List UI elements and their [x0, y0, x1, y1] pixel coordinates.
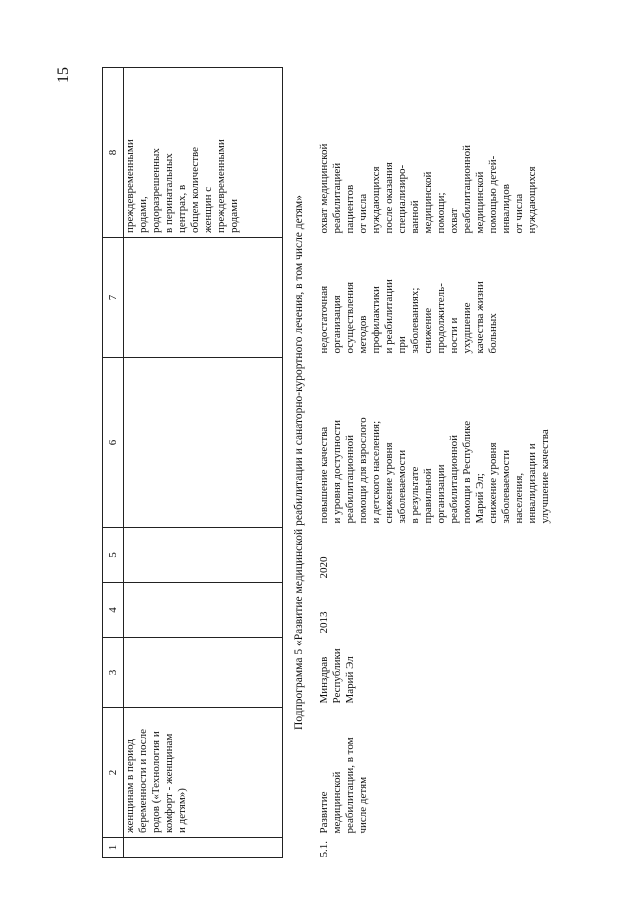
program-table	[102, 67, 552, 858]
header-row	[103, 68, 124, 858]
row-name: Развитие медицинской реабилитации, в том числе детям	[318, 737, 369, 834]
cont-cell-7	[124, 238, 283, 358]
header-col-6: 6	[103, 358, 124, 528]
cont-cell-2: женщинам в период беременности и после родов («Технология и комфорт - женщинам и детям»)	[124, 708, 283, 838]
row-indicators: охват медицинской реабилитацией пациентов от числа нуждающихся после оказания специализиро- ванной медицинской помощи; охват реабилитационной медицинской помощью детей- инвалидов от числа нуждающихся	[318, 143, 538, 234]
cont-cell-6	[124, 358, 283, 528]
row-consequences: недостаточная организация осуществления методов профилактики и реабилитации при заболеваниях; снижение продолжитель- ности и ухудшение качества жизни больных	[318, 279, 499, 354]
cont-cell-4	[124, 583, 283, 638]
cont-cell-1	[124, 838, 283, 858]
cont-cell-3	[124, 638, 283, 708]
table-row-5-1	[316, 68, 552, 858]
row-executor: Минздрав Республики Марий Эл	[318, 648, 356, 704]
header-col-2: 2	[103, 708, 124, 838]
cont-cell-8: преждевременными родами, родоразрешенных в перинатальных центрах, в общем количестве женщин с преждевременными родами	[124, 68, 283, 238]
cont-cell-5	[124, 528, 283, 583]
row-number: 5.1.	[318, 841, 330, 858]
rotated-table-sheet	[102, 68, 622, 858]
header-col-5: 5	[103, 528, 124, 583]
continuation-row	[124, 68, 283, 858]
subprogram-row	[283, 68, 317, 858]
header-col-4: 4	[103, 583, 124, 638]
page-number: 15	[55, 67, 72, 83]
row-expected-result: повышение качества и уровня доступности реабилитационной помощи для взрослого и детского населения; снижение уровня заболеваемости в результате правильной организации реабилитационной помощи в Республике Марий Эл; снижение уровня заболеваемости населения, инвалидизации и улучшение качества	[318, 417, 551, 524]
header-col-1: 1	[103, 838, 124, 858]
row-end-year: 2020	[318, 556, 330, 579]
header-col-7: 7	[103, 238, 124, 358]
header-col-3: 3	[103, 638, 124, 708]
row-start-year: 2013	[318, 611, 330, 634]
header-col-8: 8	[103, 68, 124, 238]
subprogram-title: Подпрограмма 5 «Развитие медицинской реабилитации и санаторно-курортного лечения, в том числе детям»	[293, 195, 305, 730]
